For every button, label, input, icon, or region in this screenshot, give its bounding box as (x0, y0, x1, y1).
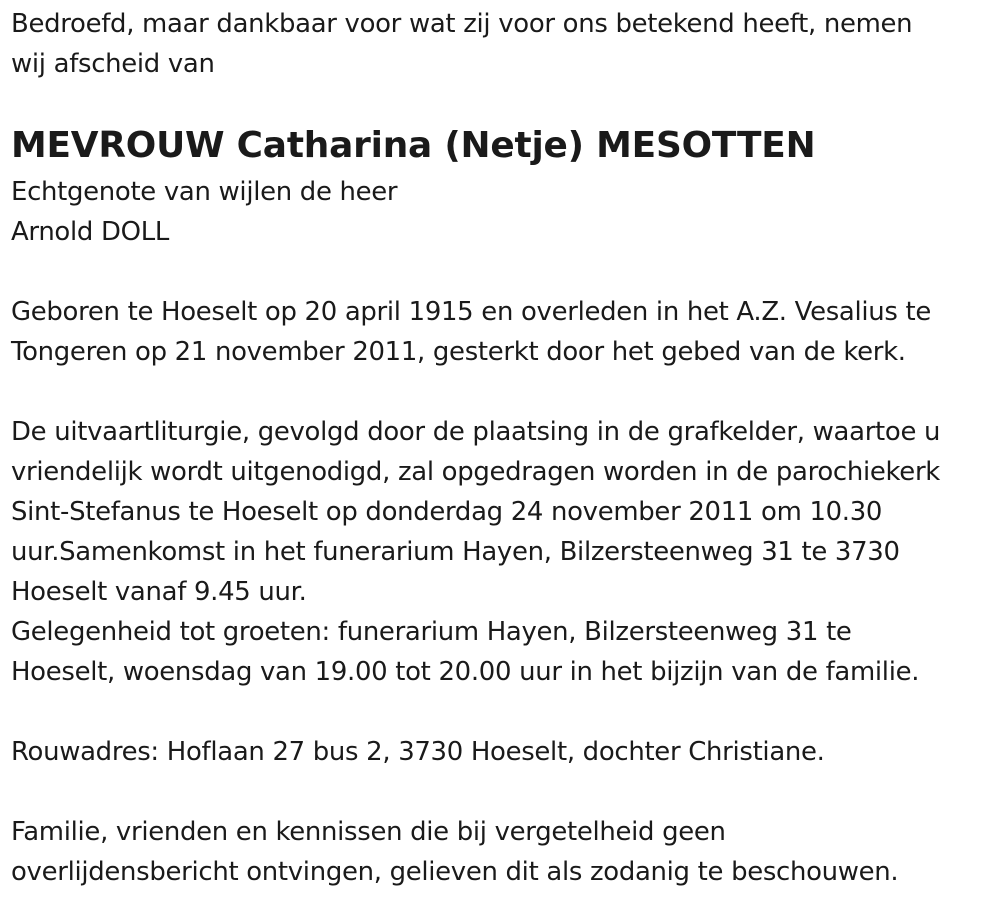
birth-death-line-1: Geboren te Hoeselt op 20 april 1915 en overleden in het A.Z. Vesalius te (11, 297, 932, 327)
obituary-notice (11, 4, 996, 892)
funeral-line-3: Sint-Stefanus te Hoeselt op donderdag 24 november 2011 om 10.30 (11, 497, 883, 527)
intro-line-1: Bedroefd, maar dankbaar voor wat zij voor ons betekend heeft, nemen (11, 9, 913, 39)
funeral-line-5: Hoeselt vanaf 9.45 uur. (11, 577, 307, 607)
intro-line-2: wij afscheid van (11, 49, 215, 79)
spouse-line-1: Echtgenote van wijlen de heer (11, 177, 398, 207)
funeral-line-1: De uitvaartliturgie, gevolgd door de plaatsing in de grafkelder, waartoe u (11, 417, 941, 447)
spacer (11, 772, 996, 812)
spacer (11, 252, 996, 292)
deceased-name: MEVROUW Catharina (Netje) MESOTTEN (11, 125, 816, 166)
spouse-line-2: Arnold DOLL (11, 217, 169, 247)
mourning-address: Rouwadres: Hoflaan 27 bus 2, 3730 Hoeselt, dochter Christiane. (11, 737, 825, 767)
spacer (11, 372, 996, 412)
closing-line-1: Familie, vrienden en kennissen die bij vergetelheid geen (11, 817, 726, 847)
funeral-line-4: uur.Samenkomst in het funerarium Hayen, Bilzersteenweg 31 te 3730 (11, 537, 900, 567)
visitation-line-2: Hoeselt, woensdag van 19.00 tot 20.00 uur in het bijzijn van de familie. (11, 657, 920, 687)
funeral-line-2: vriendelijk wordt uitgenodigd, zal opgedragen worden in de parochiekerk (11, 457, 940, 487)
closing-line-2: overlijdensbericht ontvingen, gelieven dit als zodanig te beschouwen. (11, 857, 899, 887)
visitation-line-1: Gelegenheid tot groeten: funerarium Hayen, Bilzersteenweg 31 te (11, 617, 852, 647)
birth-death-line-2: Tongeren op 21 november 2011, gesterkt door het gebed van de kerk. (11, 337, 906, 367)
spacer (11, 692, 996, 732)
